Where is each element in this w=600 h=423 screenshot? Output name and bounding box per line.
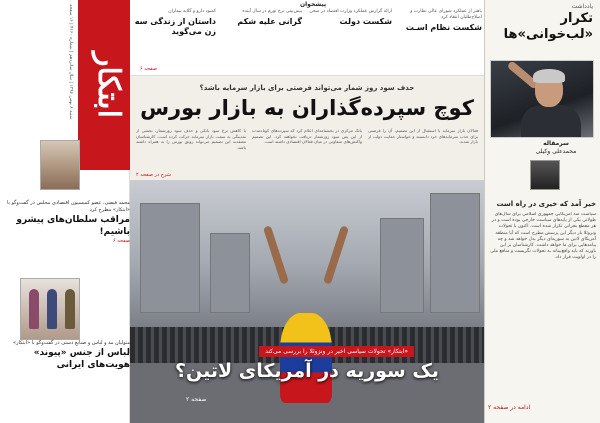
left-story-2-title[interactable]: لباس از جنس «پیوند» هویت‌های ایرانی [33, 348, 130, 370]
editor-avatar [530, 160, 560, 190]
teaser-kicker: پیش‌بینی نرخ تورم در سال آینده [242, 9, 302, 14]
teaser-section-label: پیشخوان [300, 1, 327, 8]
lead-body [136, 128, 478, 174]
lead-photo[interactable] [130, 180, 484, 423]
lead-kicker: حذف سود روز شمار می‌تواند فرصتی برای بازار سرمایه باشد؟ [199, 84, 415, 92]
teaser-kicker: باهنر از عملکرد شورای عالی نظارت و اصلاح‌طلبان انتقاد کرد [410, 9, 482, 20]
editor-name: محمدعلی وکیلی [535, 148, 577, 155]
left-story-1-title[interactable]: مراقب سلطان‌های پیشرو باشیم! [16, 215, 130, 237]
lead-body-col: فعالان بازار سرمایه با استقبال از این تصمیم، آن را فرصتی برای جذب سرمایه‌های خرد دانستند و خواستار حمایت دولت از بازار شدند. [368, 128, 478, 145]
lead-body-col: با کاهش نرخ سود بانکی و حذف سود روزشمار، بخشی از نقدینگی به سمت بازار سرمایه حرکت کرده است. کارشناسان معتقدند این تصمیم می‌تواند رونق بورس را به همراه داشته باشد. [136, 128, 246, 150]
editorial-title[interactable]: خیر آمد که خیری در راه است [496, 200, 596, 208]
left-story-1 [4, 200, 130, 244]
teaser-item[interactable] [306, 9, 392, 73]
left-story-2-photo [20, 278, 80, 340]
left-story-photo [40, 140, 80, 190]
editorial-continue-link[interactable]: ادامه در صفحه ۲ [488, 404, 531, 411]
editorial-body: سیاست ضد آمریکایی جمهوری اسلامی برای سال‌های طولانی یکی از پایه‌های سیاست خارجی بوده است و در هر مقطع بحرانی تکرار شده است. اکنون با تحولات ونزوئلا بار دیگر این پرسش مطرح است که آیا منطقه آمریکای لاتین به سوریه‌ای دیگر بدل خواهد شد و چه پیامدهایی برای ما خواهد داشت. کارشناسان بر این باورند که باید واقع‌بینانه به تحولات نگریست و منافع ملی را در اولویت قرار داد. [490, 212, 596, 261]
photo-caption-bar [130, 346, 484, 360]
left-story-2 [4, 340, 130, 371]
photo-page-ref[interactable]: صفحه ۲ [186, 396, 207, 403]
right-portrait [490, 60, 594, 138]
logo-text: ابتکار [91, 52, 126, 118]
teaser-page-ref[interactable]: صفحه ۶ [140, 66, 157, 72]
photo-caption: «ابتکار» تحولات سیاسی اخیر در ونزوئلا را بررسی می‌کند [259, 346, 414, 357]
teaser-item[interactable] [220, 9, 302, 73]
left-story-1-kicker: محمد فیضی، عضو کمیسیون اقتصادی مجلس در گفت‌وگو با «ابتکار» مطرح کرد [6, 200, 130, 213]
left-story-2-kicker: متولیان مد و لباس و صنایع دستی در گفت‌وگو با «ابتکار» [13, 340, 130, 346]
teaser-title: شکست دولت [339, 17, 392, 26]
teaser-title: گرانی علیه شکم [237, 17, 302, 26]
left-story-1-page-ref[interactable]: صفحه ۶ [113, 238, 130, 244]
issue-meta: شنبه ۸ بهمن ۱۳۹۷ | سال شانزدهم | شماره ۴۱۶۰ | ۱۶ صفحه [68, 4, 73, 119]
right-title[interactable]: تکرار «لب‌خوانی»ها [503, 11, 593, 42]
teaser-item[interactable] [134, 9, 216, 73]
editorial-section-label: سرمقاله [543, 140, 569, 147]
teaser-title: شکست نظام اسـت [405, 23, 482, 32]
teaser-item[interactable] [396, 9, 482, 73]
right-headline-block [488, 0, 596, 46]
lead-page-ref[interactable]: شرح در صفحه ۲ [136, 172, 171, 178]
editorial-label [520, 140, 592, 156]
masthead-logo[interactable] [78, 0, 130, 170]
teaser-title: داستان از زندگی سه زن می‌گوید [134, 17, 216, 36]
teaser-kicker: ارائه گزارش عملکرد وزارت اقتصاد در صحن [309, 9, 392, 14]
right-kicker: یادداشت [571, 3, 593, 10]
lead-body-col: بانک مرکزی در بخشنامه‌ای اعلام کرد که سپرده‌های کوتاه‌مدت از این پس سود روزشمار دریافت نخواهند کرد. این تصمیم واکنش‌های متفاوتی در میان فعالان اقتصادی داشته است. [252, 128, 362, 145]
photo-headline[interactable]: یک سوریه در آمریکای لاتین؟ [175, 360, 439, 382]
lead-headline[interactable]: کوچ سپرده‌گذاران به بازار بورس [140, 96, 474, 120]
teaser-kicker: کمبود دارو و گلایه بیماران [168, 9, 216, 14]
